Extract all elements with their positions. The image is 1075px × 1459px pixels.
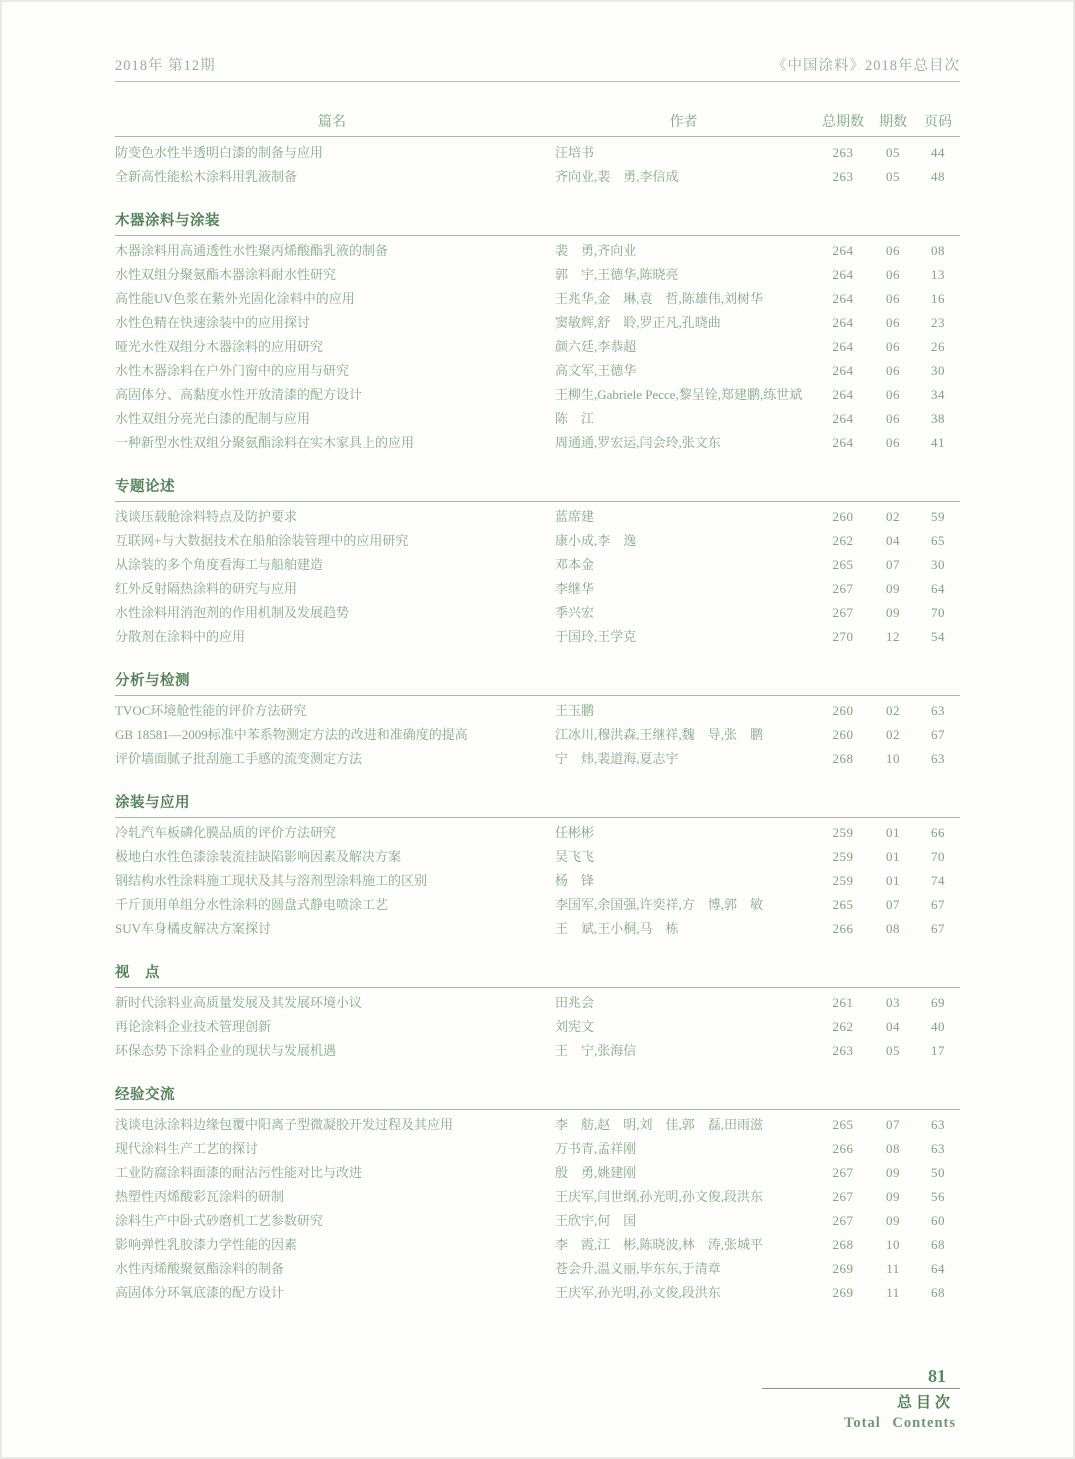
entry-title: 再论涂料企业技术管理创新 bbox=[115, 1019, 272, 1034]
footer-title-cn: 总目次 bbox=[896, 1395, 954, 1411]
entry-title: 水性木器涂料在户外门窗中的应用与研究 bbox=[115, 363, 350, 378]
entry-authors: 裴 勇,齐向业 bbox=[555, 243, 637, 258]
entry-authors: 康小成,李 逸 bbox=[555, 533, 637, 548]
entry-authors: 季兴宏 bbox=[555, 605, 595, 620]
entry-title: 千斤顶用单组分水性涂料的圆盘式静电喷涂工艺 bbox=[115, 897, 389, 912]
entry-total-issue: 264 bbox=[832, 243, 854, 258]
entry-authors: 窦敏辉,舒 聆,罗正凡,孔晓曲 bbox=[555, 315, 721, 330]
entry-page: 69 bbox=[931, 995, 945, 1010]
toc-entry-row bbox=[115, 869, 960, 893]
toc-section bbox=[115, 210, 960, 455]
entry-total-issue: 266 bbox=[832, 1141, 854, 1156]
toc-entry-row bbox=[115, 431, 960, 455]
entry-authors: 高文军,王德华 bbox=[555, 363, 637, 378]
toc-entry-row bbox=[115, 1209, 960, 1233]
toc-entry-row bbox=[115, 917, 960, 941]
section-rows bbox=[115, 239, 960, 455]
entry-authors: 齐向业,裴 勇,李信成 bbox=[555, 169, 679, 184]
entry-total-issue: 265 bbox=[832, 1117, 854, 1132]
entry-title: 水性色精在快速涂装中的应用探讨 bbox=[115, 315, 311, 330]
entry-authors: 王柳生,Gabriele Pecce,黎呈铨,郑建鹏,练世斌 bbox=[555, 387, 803, 402]
entry-title: 全新高性能松木涂料用乳液制备 bbox=[115, 169, 298, 184]
entry-issue: 06 bbox=[886, 339, 900, 354]
entry-page: 41 bbox=[931, 435, 945, 450]
entry-issue: 06 bbox=[886, 267, 900, 282]
entry-page: 63 bbox=[931, 703, 945, 718]
entry-total-issue: 259 bbox=[832, 873, 854, 888]
toc-entry-row bbox=[115, 699, 960, 723]
entry-page: 68 bbox=[931, 1285, 945, 1300]
entry-issue: 09 bbox=[886, 1189, 900, 1204]
entry-authors: 王欣宇,何 国 bbox=[555, 1213, 637, 1228]
toc-entry-row bbox=[115, 1185, 960, 1209]
entry-total-issue: 264 bbox=[832, 339, 854, 354]
entry-issue: 09 bbox=[886, 1165, 900, 1180]
entry-total-issue: 268 bbox=[832, 1237, 854, 1252]
footer-title-en: Total Contents bbox=[844, 1415, 956, 1431]
page-footer bbox=[762, 1365, 960, 1433]
toc-entry-row bbox=[115, 601, 960, 625]
entry-total-issue: 264 bbox=[832, 411, 854, 426]
entry-issue: 06 bbox=[886, 387, 900, 402]
entry-title: 热塑性丙烯酸彩瓦涂料的研制 bbox=[115, 1189, 285, 1204]
entry-issue: 11 bbox=[886, 1285, 900, 1300]
entry-authors: 郭 宇,王德华,陈晓亮 bbox=[555, 267, 679, 282]
entry-authors: 王庆军,孙光明,孙文俊,段洪东 bbox=[555, 1285, 721, 1300]
column-header-authors: 作者 bbox=[669, 115, 698, 130]
sections-container bbox=[115, 141, 960, 1305]
entry-issue: 01 bbox=[886, 849, 900, 864]
entry-page: 30 bbox=[931, 557, 945, 572]
section-heading: 涂装与应用 bbox=[115, 792, 960, 818]
entry-issue: 08 bbox=[886, 921, 900, 936]
entry-title: 涂料生产中卧式砂磨机工艺参数研究 bbox=[115, 1213, 324, 1228]
entry-title: SUV车身橘皮解决方案探讨 bbox=[115, 921, 272, 936]
entry-title: 从涂装的多个角度看海工与船舶建造 bbox=[115, 557, 324, 572]
toc-entry-row bbox=[115, 165, 960, 189]
entry-issue: 05 bbox=[886, 169, 900, 184]
entry-total-issue: 259 bbox=[832, 849, 854, 864]
entry-title: 水性涂料用消泡剂的作用机制及发展趋势 bbox=[115, 605, 350, 620]
running-header-right: 《中国涂料》2018年总目次 bbox=[772, 58, 960, 74]
toc-entry-row bbox=[115, 239, 960, 263]
entry-authors: 杨 锋 bbox=[555, 873, 595, 888]
entry-title: 冷轧汽车板磷化膜品质的评价方法研究 bbox=[115, 825, 337, 840]
toc-entry-row bbox=[115, 505, 960, 529]
entry-title: 工业防腐涂料面漆的耐沾污性能对比与改进 bbox=[115, 1165, 363, 1180]
entry-title: 互联网+与大数据技术在船舶涂装管理中的应用研究 bbox=[115, 533, 409, 548]
toc-entry-row bbox=[115, 577, 960, 601]
entry-issue: 02 bbox=[886, 703, 900, 718]
table-column-header bbox=[115, 112, 960, 134]
entry-page: 50 bbox=[931, 1165, 945, 1180]
entry-issue: 10 bbox=[886, 1237, 900, 1252]
entry-issue: 04 bbox=[886, 533, 900, 548]
entry-page: 34 bbox=[931, 387, 945, 402]
entry-issue: 03 bbox=[886, 995, 900, 1010]
entry-page: 70 bbox=[931, 605, 945, 620]
entry-total-issue: 268 bbox=[832, 751, 854, 766]
toc-entry-row bbox=[115, 1281, 960, 1305]
entry-issue: 05 bbox=[886, 1043, 900, 1058]
entry-authors: 李 舫,赵 明,刘 佳,郭 磊,田雨滋 bbox=[555, 1117, 764, 1132]
entry-authors: 吴飞飞 bbox=[555, 849, 595, 864]
entry-page: 65 bbox=[931, 533, 945, 548]
entry-issue: 06 bbox=[886, 435, 900, 450]
entry-issue: 06 bbox=[886, 363, 900, 378]
toc-entry-row bbox=[115, 1257, 960, 1281]
entry-authors: 殷 勇,姚建刚 bbox=[555, 1165, 637, 1180]
entry-page: 26 bbox=[931, 339, 945, 354]
footer-rule bbox=[762, 1388, 960, 1389]
entry-issue: 10 bbox=[886, 751, 900, 766]
column-header-total-issue: 总期数 bbox=[822, 115, 864, 130]
entry-title: 哑光水性双组分木器涂料的应用研究 bbox=[115, 339, 324, 354]
entry-issue: 06 bbox=[886, 243, 900, 258]
entry-authors: 颜六廷,李恭超 bbox=[555, 339, 637, 354]
entry-page: 48 bbox=[931, 169, 945, 184]
entry-title: GB 18581—2009标准中苯系物测定方法的改进和准确度的提高 bbox=[115, 727, 468, 742]
entry-authors: 周通通,罗宏运,闫会玲,张文东 bbox=[555, 435, 721, 450]
entry-page: 63 bbox=[931, 1141, 945, 1156]
entry-issue: 07 bbox=[886, 897, 900, 912]
section-heading: 分析与检测 bbox=[115, 670, 960, 696]
toc-entry-row bbox=[115, 991, 960, 1015]
entry-total-issue: 267 bbox=[832, 581, 854, 596]
toc-entry-row bbox=[115, 141, 960, 165]
entry-title: 防变色水性半透明白漆的制备与应用 bbox=[115, 145, 324, 160]
entry-total-issue: 265 bbox=[832, 897, 854, 912]
entry-total-issue: 266 bbox=[832, 921, 854, 936]
page-content bbox=[115, 0, 960, 1459]
section-heading: 视 点 bbox=[115, 962, 960, 988]
section-rows bbox=[115, 141, 960, 189]
entry-authors: 田兆会 bbox=[555, 995, 595, 1010]
entry-total-issue: 263 bbox=[832, 169, 854, 184]
entry-total-issue: 265 bbox=[832, 557, 854, 572]
entry-authors: 王玉鹏 bbox=[555, 703, 595, 718]
entry-issue: 12 bbox=[886, 629, 900, 644]
entry-total-issue: 269 bbox=[832, 1285, 854, 1300]
entry-issue: 06 bbox=[886, 315, 900, 330]
entry-total-issue: 267 bbox=[832, 1189, 854, 1204]
toc-section bbox=[115, 476, 960, 649]
entry-issue: 01 bbox=[886, 825, 900, 840]
entry-total-issue: 264 bbox=[832, 315, 854, 330]
entry-title: 水性双组分亮光白漆的配制与应用 bbox=[115, 411, 311, 426]
entry-title: 分散剂在涂料中的应用 bbox=[115, 629, 246, 644]
entry-authors: 万书青,孟祥刚 bbox=[555, 1141, 637, 1156]
toc-entry-row bbox=[115, 1113, 960, 1137]
entry-title: 红外反射隔热涂料的研究与应用 bbox=[115, 581, 298, 596]
toc-entry-row bbox=[115, 1015, 960, 1039]
entry-issue: 08 bbox=[886, 1141, 900, 1156]
entry-authors: 江冰川,穆洪森,王继祥,魏 导,张 鹏 bbox=[555, 727, 764, 742]
entry-page: 60 bbox=[931, 1213, 945, 1228]
entry-issue: 06 bbox=[886, 291, 900, 306]
entry-authors: 王兆华,金 琳,袁 哲,陈雄伟,刘树华 bbox=[555, 291, 764, 306]
column-header-page: 页码 bbox=[924, 115, 952, 130]
toc-entry-row bbox=[115, 1137, 960, 1161]
entry-authors: 李继华 bbox=[555, 581, 595, 596]
section-heading: 专题论述 bbox=[115, 476, 960, 502]
entry-total-issue: 261 bbox=[832, 995, 854, 1010]
entry-authors: 宁 炜,裴道海,夏志宇 bbox=[555, 751, 679, 766]
entry-total-issue: 264 bbox=[832, 291, 854, 306]
entry-authors: 陈 江 bbox=[555, 411, 595, 426]
column-header-issue: 期数 bbox=[879, 115, 907, 130]
entry-total-issue: 267 bbox=[832, 1213, 854, 1228]
toc-entry-row bbox=[115, 529, 960, 553]
entry-total-issue: 260 bbox=[832, 727, 854, 742]
entry-authors: 李国军,余国强,许奕祥,方 博,郭 敏 bbox=[555, 897, 764, 912]
toc-entry-row bbox=[115, 383, 960, 407]
entry-page: 64 bbox=[931, 1261, 945, 1276]
entry-authors: 邓本金 bbox=[555, 557, 595, 572]
section-rows bbox=[115, 991, 960, 1063]
entry-total-issue: 267 bbox=[832, 605, 854, 620]
entry-page: 67 bbox=[931, 727, 945, 742]
entry-title: 水性双组分聚氨酯木器涂料耐水性研究 bbox=[115, 267, 337, 282]
entry-page: 74 bbox=[931, 873, 945, 888]
section-heading: 木器涂料与涂装 bbox=[115, 210, 960, 236]
entry-authors: 任彬彬 bbox=[555, 825, 595, 840]
entry-authors: 李 霞,江 彬,陈晓波,林 涛,张城平 bbox=[555, 1237, 764, 1252]
entry-page: 17 bbox=[931, 1043, 945, 1058]
entry-page: 30 bbox=[931, 363, 945, 378]
entry-page: 16 bbox=[931, 291, 945, 306]
entry-page: 63 bbox=[931, 751, 945, 766]
entry-page: 64 bbox=[931, 581, 945, 596]
entry-issue: 07 bbox=[886, 557, 900, 572]
entry-total-issue: 262 bbox=[832, 1019, 854, 1034]
entry-title: TVOC环境舱性能的评价方法研究 bbox=[115, 703, 307, 718]
entry-total-issue: 260 bbox=[832, 509, 854, 524]
entry-issue: 02 bbox=[886, 727, 900, 742]
entry-total-issue: 262 bbox=[832, 533, 854, 548]
entry-total-issue: 264 bbox=[832, 267, 854, 282]
entry-authors: 王庆军,闫世纲,孙光明,孙文俊,段洪东 bbox=[555, 1189, 764, 1204]
entry-page: 13 bbox=[931, 267, 945, 282]
entry-issue: 06 bbox=[886, 411, 900, 426]
entry-page: 66 bbox=[931, 825, 945, 840]
entry-page: 40 bbox=[931, 1019, 945, 1034]
entry-authors: 王 斌,王小桐,马 栋 bbox=[555, 921, 679, 936]
entry-issue: 09 bbox=[886, 1213, 900, 1228]
section-heading: 经验交流 bbox=[115, 1084, 960, 1110]
entry-title: 影响弹性乳胶漆力学性能的因素 bbox=[115, 1237, 298, 1252]
section-rows bbox=[115, 699, 960, 771]
table-column-header-rule bbox=[115, 136, 960, 137]
entry-page: 67 bbox=[931, 897, 945, 912]
entry-title: 高性能UV色浆在紫外光固化涂料中的应用 bbox=[115, 291, 355, 306]
entry-total-issue: 264 bbox=[832, 435, 854, 450]
entry-title: 现代涂料生产工艺的探讨 bbox=[115, 1141, 259, 1156]
toc-entry-row bbox=[115, 821, 960, 845]
toc-entry-row bbox=[115, 893, 960, 917]
entry-total-issue: 264 bbox=[832, 363, 854, 378]
entry-total-issue: 270 bbox=[832, 629, 854, 644]
entry-page: 63 bbox=[931, 1117, 945, 1132]
entry-title: 新时代涂料业高质量发展及其发展环境小议 bbox=[115, 995, 363, 1010]
entry-title: 浅谈电泳涂料边缘包覆中阳离子型微凝胶开发过程及其应用 bbox=[115, 1117, 454, 1132]
running-header-rule bbox=[115, 81, 960, 82]
entry-total-issue: 263 bbox=[832, 1043, 854, 1058]
toc-section bbox=[115, 670, 960, 771]
entry-page: 44 bbox=[931, 145, 945, 160]
toc-entry-row bbox=[115, 625, 960, 649]
entry-authors: 苍会升,温义丽,毕东东,于清章 bbox=[555, 1261, 721, 1276]
running-header-left: 2018年 第12期 bbox=[115, 58, 216, 74]
entry-total-issue: 263 bbox=[832, 145, 854, 160]
toc-entry-row bbox=[115, 1161, 960, 1185]
entry-page: 68 bbox=[931, 1237, 945, 1252]
toc-entry-row bbox=[115, 311, 960, 335]
toc-entry-row bbox=[115, 723, 960, 747]
section-rows bbox=[115, 1113, 960, 1305]
entry-authors: 王 宁,张海信 bbox=[555, 1043, 637, 1058]
toc-entry-row bbox=[115, 1233, 960, 1257]
entry-title: 高固体分环氧底漆的配方设计 bbox=[115, 1285, 285, 1300]
entry-issue: 09 bbox=[886, 605, 900, 620]
toc-entry-row bbox=[115, 1039, 960, 1063]
entry-page: 08 bbox=[931, 243, 945, 258]
entry-total-issue: 267 bbox=[832, 1165, 854, 1180]
toc-entry-row bbox=[115, 845, 960, 869]
entry-issue: 04 bbox=[886, 1019, 900, 1034]
entry-total-issue: 260 bbox=[832, 703, 854, 718]
entry-page: 59 bbox=[931, 509, 945, 524]
entry-total-issue: 264 bbox=[832, 387, 854, 402]
toc-section bbox=[115, 1084, 960, 1305]
toc-section bbox=[115, 962, 960, 1063]
entry-issue: 05 bbox=[886, 145, 900, 160]
entry-issue: 07 bbox=[886, 1117, 900, 1132]
entry-title: 浅谈压载舱涂料特点及防护要求 bbox=[115, 509, 298, 524]
entry-authors: 蓝席建 bbox=[555, 509, 595, 524]
entry-page: 23 bbox=[931, 315, 945, 330]
toc-entry-row bbox=[115, 287, 960, 311]
entry-page: 56 bbox=[931, 1189, 945, 1204]
entry-page: 70 bbox=[931, 849, 945, 864]
entry-authors: 于国玲,王学克 bbox=[555, 629, 637, 644]
section-rows bbox=[115, 505, 960, 649]
entry-issue: 01 bbox=[886, 873, 900, 888]
entry-title: 木器涂料用高通透性水性聚丙烯酸酯乳液的制备 bbox=[115, 243, 389, 258]
entry-title: 钢结构水性涂料施工现状及其与溶剂型涂料施工的区别 bbox=[115, 873, 428, 888]
entry-title: 极地白水性色漆涂装流挂缺陷影响因素及解决方案 bbox=[115, 849, 402, 864]
entry-title: 一种新型水性双组分聚氨酯涂料在实木家具上的应用 bbox=[115, 435, 415, 450]
column-header-title: 篇名 bbox=[318, 115, 346, 130]
section-rows bbox=[115, 821, 960, 941]
entry-title: 评价墙面腻子批刮施工手感的流变测定方法 bbox=[115, 751, 363, 766]
toc-section bbox=[115, 141, 960, 189]
toc-entry-row bbox=[115, 263, 960, 287]
entry-authors: 汪培书 bbox=[555, 145, 595, 160]
toc-entry-row bbox=[115, 553, 960, 577]
entry-issue: 11 bbox=[886, 1261, 900, 1276]
toc-entry-row bbox=[115, 747, 960, 771]
toc-section bbox=[115, 792, 960, 941]
entry-authors: 刘宪文 bbox=[555, 1019, 595, 1034]
entry-title: 高固体分、高黏度水性开放清漆的配方设计 bbox=[115, 387, 363, 402]
entry-total-issue: 269 bbox=[832, 1261, 854, 1276]
entry-issue: 09 bbox=[886, 581, 900, 596]
running-header bbox=[115, 0, 960, 76]
entry-total-issue: 259 bbox=[832, 825, 854, 840]
entry-title: 环保态势下涂料企业的现状与发展机遇 bbox=[115, 1043, 337, 1058]
entry-page: 38 bbox=[931, 411, 945, 426]
entry-issue: 02 bbox=[886, 509, 900, 524]
entry-page: 67 bbox=[931, 921, 945, 936]
footer-page-number: 81 bbox=[928, 1366, 946, 1386]
toc-entry-row bbox=[115, 335, 960, 359]
toc-entry-row bbox=[115, 407, 960, 431]
toc-entry-row bbox=[115, 359, 960, 383]
entry-page: 54 bbox=[931, 629, 945, 644]
entry-title: 水性丙烯酸聚氨酯涂料的制备 bbox=[115, 1261, 285, 1276]
